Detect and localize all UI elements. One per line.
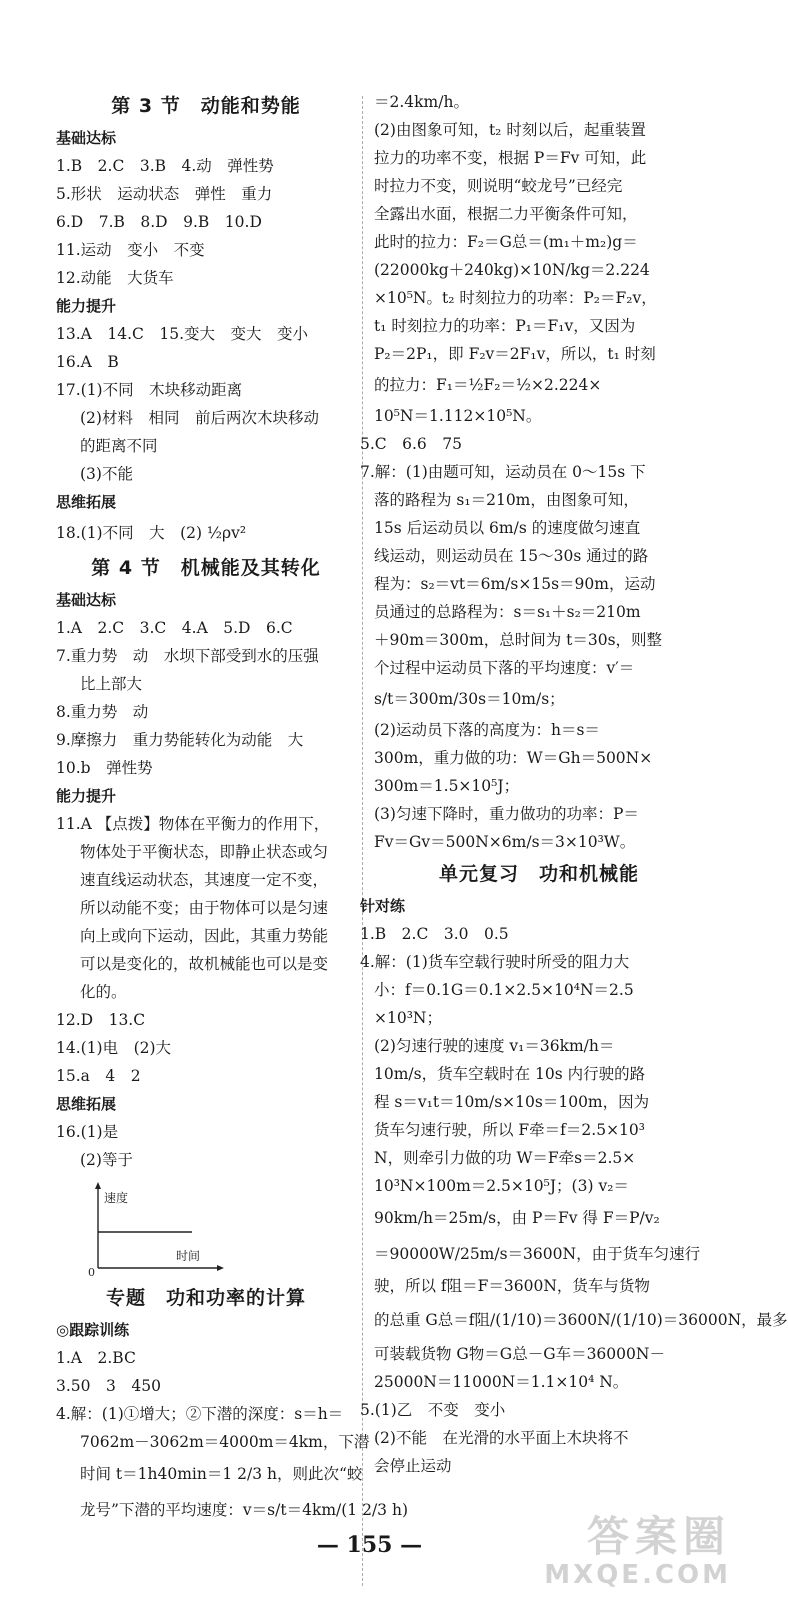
- page-number: — 155 —: [316, 1532, 423, 1558]
- watermark-logo-text: 答案圈: [586, 1512, 731, 1561]
- answer-line: ＝2.4km/h。: [374, 93, 469, 111]
- special-topic-title: 专题 功和功率的计算: [105, 1287, 306, 1309]
- answer-line: 全露出水面，根据二力平衡条件可知，: [374, 205, 638, 223]
- heading-basic: 基础达标: [56, 129, 117, 147]
- answer-line: 300m，重力做的功：W＝Gh＝500N×: [374, 749, 653, 767]
- right-column: [360, 88, 788, 1480]
- answer-line: (2)不能 在光滑的水平面上木块将不: [374, 1429, 629, 1447]
- answer-line: 3.50 3 450: [56, 1377, 161, 1395]
- answer-line: Fv＝Gv＝500N×6m/s＝3×10³W。: [374, 833, 636, 851]
- answer-line: 5.C 6.6 75: [360, 435, 463, 453]
- answer-line: 会停止运动: [374, 1457, 452, 1475]
- answer-line: (2)运动员下落的高度为：h＝s＝: [374, 721, 600, 739]
- answer-line: (2)材料 相同 前后两次木块移动: [80, 409, 319, 427]
- graph-y-label: 速度: [104, 1191, 129, 1205]
- answer-line: 10³N×100m＝2.5×10⁵J；(3) v₂＝: [374, 1177, 629, 1195]
- answer-line: 7062m－3062m＝4000m＝4km，下潜: [80, 1433, 370, 1451]
- answer-line: 程为：s₂＝vt＝6m/s×15s＝90m，运动: [374, 575, 656, 593]
- answer-line: 向上或向下运动，因此，其重力势能: [80, 927, 329, 945]
- answer-line: 落的路程为 s₁＝210m，由图象可知，: [374, 491, 639, 509]
- answer-line: 13.A 14.C 15.变大 变大 变小: [56, 325, 309, 343]
- section-3-title: 第 3 节 动能和势能: [111, 95, 301, 117]
- site-watermark: [501, 1514, 731, 1594]
- answer-line: 的距离不同: [80, 437, 158, 455]
- answer-line: 12.动能 大货车: [56, 269, 174, 287]
- heading-ability: 能力提升: [56, 297, 117, 315]
- graph-x-label: 时间: [176, 1249, 201, 1263]
- answer-line: 时拉力不变，则说明“蛟龙号”已经完: [374, 177, 623, 195]
- answer-line: 15s 后运动员以 6m/s 的速度做匀速直: [374, 519, 641, 537]
- answer-line: ×10⁵N。t₂ 时刻拉力的功率：P₂＝F₂v，: [374, 289, 657, 307]
- answer-line: 11.运动 变小 不变: [56, 241, 205, 259]
- answer-line: 1.A 2.BC: [56, 1349, 136, 1367]
- heading-thinking: 思维拓展: [56, 1095, 117, 1113]
- heading-thinking: 思维拓展: [56, 493, 117, 511]
- answer-line: 16.A B: [56, 353, 119, 371]
- answer-line: 14.(1)电 (2)大: [56, 1039, 172, 1057]
- answer-line: 时间 t＝1h40min＝1 2/3 h，则此次“蛟: [80, 1465, 363, 1483]
- heading-practice: 针对练: [360, 897, 406, 915]
- answer-line: 驶，所以 f阻＝F＝3600N，货车与货物: [374, 1277, 650, 1295]
- answer-line: 5.(1)乙 不变 变小: [360, 1401, 506, 1419]
- answer-line: 1.B 2.C 3.B 4.动 弹性势: [56, 157, 274, 175]
- answer-line: 4.解：(1)①增大；②下潜的深度：s＝h＝: [56, 1405, 344, 1423]
- answer-line: 7.重力势 动 水坝下部受到水的压强: [56, 647, 319, 665]
- answer-line: 16.(1)是: [56, 1123, 119, 1141]
- answer-line: 25000N＝11000N＝1.1×10⁴ N。: [374, 1373, 629, 1391]
- answer-line: 的拉力：F₁＝½F₂＝½×2.224×: [374, 376, 602, 394]
- answer-line: 12.D 13.C: [56, 1011, 146, 1029]
- answer-line: P₂＝2P₁，即 F₂v＝2F₁v，所以，t₁ 时刻: [374, 345, 656, 363]
- watermark-url: MXQE.COM: [544, 1560, 731, 1590]
- answer-line: 小：f＝0.1G＝0.1×2.5×10⁴N＝2.5: [374, 981, 634, 999]
- answer-line: 90km/h＝25m/s，由 P＝Fv 得 F＝P/v₂: [374, 1209, 660, 1227]
- answer-line: 可装载货物 G物＝G总－G车＝36000N－: [374, 1345, 665, 1363]
- answer-line: 的总重 G总＝f阻/(1/10)＝3600N/(1/10)＝36000N，最多: [374, 1311, 788, 1329]
- answer-line: 1.A 2.C 3.C 4.A 5.D 6.C: [56, 619, 293, 637]
- answer-line: 此时的拉力：F₂＝G总＝(m₁＋m₂)g＝: [374, 233, 638, 251]
- answer-line: 17.(1)不同 木块移动距离: [56, 381, 243, 399]
- answer-line: 比上部大: [80, 675, 143, 693]
- answer-line: 龙号”下潜的平均速度：v＝s/t＝4km/(1 2/3 h): [80, 1501, 408, 1519]
- answer-line: 11.A 【点拨】物体在平衡力的作用下，: [56, 815, 330, 833]
- answer-line: 个过程中运动员下落的平均速度：v′＝: [374, 659, 635, 677]
- answer-line: (3)不能: [80, 465, 133, 483]
- velocity-time-graph: [86, 1180, 226, 1279]
- answer-line: 线运动，则运动员在 15～30s 通过的路: [374, 547, 649, 565]
- answer-line: (3)匀速下降时，重力做功的功率：P＝: [374, 805, 639, 823]
- heading-tracking: ◎跟踪训练: [56, 1321, 130, 1339]
- answer-line: ×10³N；: [374, 1009, 442, 1027]
- answer-line: 化的。: [80, 983, 127, 1001]
- answer-line: 10.b 弹性势: [56, 759, 153, 777]
- answer-line: 货车匀速行驶，所以 F牵＝f＝2.5×10³: [374, 1121, 645, 1139]
- answer-line: ＋90m＝300m，总时间为 t＝30s，则整: [374, 631, 663, 649]
- answer-line: 物体处于平衡状态，即静止状态或匀: [80, 843, 329, 861]
- answer-line: s/t＝300m/30s＝10m/s；: [374, 690, 565, 708]
- heading-ability: 能力提升: [56, 787, 117, 805]
- answer-line: 拉力的功率不变，根据 P＝Fv 可知，此: [374, 149, 647, 167]
- answer-line: 8.重力势 动: [56, 703, 149, 721]
- answer-line: 所以动能不变；由于物体可以是匀速: [80, 899, 329, 917]
- unit-review-title: 单元复习 功和机械能: [438, 863, 639, 885]
- answer-line: 15.a 4 2: [56, 1067, 141, 1085]
- answer-line: 10⁵N＝1.112×10⁵N。: [374, 407, 542, 425]
- answer-line: 18.(1)不同 大 (2) ½ρv²: [56, 524, 247, 542]
- answer-line: 可以是变化的，故机械能也可以是变: [80, 955, 329, 973]
- heading-basic: 基础达标: [56, 591, 117, 609]
- answer-line: 1.B 2.C 3.0 0.5: [360, 925, 509, 943]
- answer-line: N，则牵引力做的功 W＝F牵s＝2.5×: [374, 1149, 636, 1167]
- answer-line: 员通过的总路程为：s＝s₁＋s₂＝210m: [374, 603, 641, 621]
- answer-line: t₁ 时刻拉力的功率：P₁＝F₁v，又因为: [374, 317, 636, 335]
- answer-line: (2)由图象可知，t₂ 时刻以后，起重装置: [374, 121, 646, 139]
- answer-line: 速直线运动状态，其速度一定不变，: [80, 871, 329, 889]
- answer-line: 4.解：(1)货车空载行驶时所受的阻力大: [360, 953, 630, 971]
- answer-line: 程 s＝v₁t＝10m/s×10s＝100m，因为: [374, 1093, 650, 1111]
- answer-line: (22000kg＋240kg)×10N/kg＝2.224: [374, 261, 650, 279]
- answer-line: (2)等于: [80, 1151, 133, 1169]
- answer-line: (2)匀速行驶的速度 v₁＝36km/h＝: [374, 1037, 615, 1055]
- answer-line: 6.D 7.B 8.D 9.B 10.D: [56, 213, 262, 231]
- answer-line: 5.形状 运动状态 弹性 重力: [56, 185, 273, 203]
- graph-origin-label: 0: [88, 1266, 95, 1279]
- answer-line: 10m/s，货车空载时在 10s 内行驶的路: [374, 1065, 646, 1083]
- section-4-title: 第 4 节 机械能及其转化: [91, 557, 321, 579]
- answer-line: ＝90000W/25m/s＝3600N，由于货车匀速行: [374, 1245, 701, 1263]
- column-divider: [362, 96, 364, 1586]
- answer-line: 7.解：(1)由题可知，运动员在 0～15s 下: [360, 463, 646, 481]
- answer-line: 300m＝1.5×10⁵J；: [374, 777, 520, 795]
- answer-line: 9.摩擦力 重力势能转化为动能 大: [56, 731, 304, 749]
